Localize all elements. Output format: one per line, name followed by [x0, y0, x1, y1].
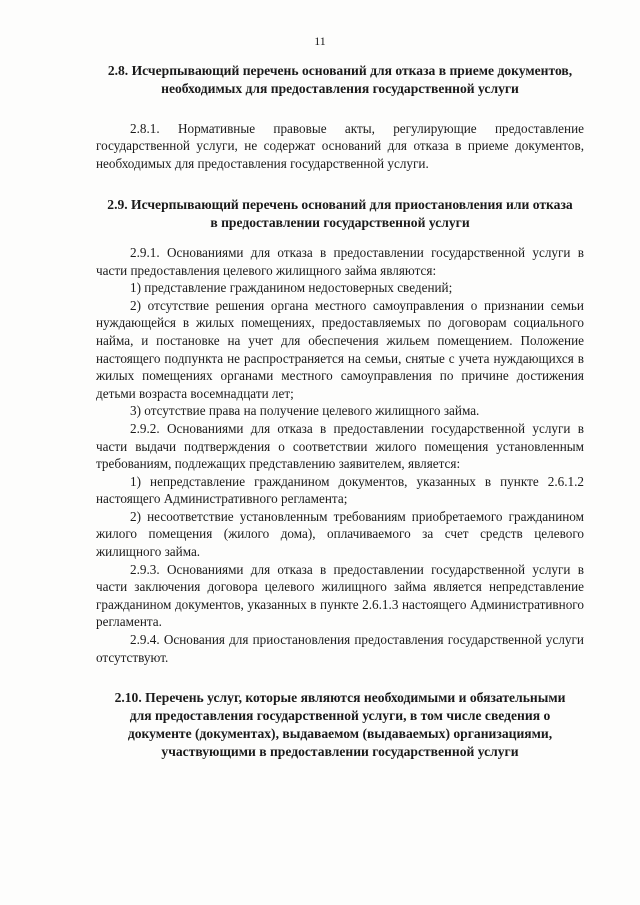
paragraph-2-9-3: 2.9.3. Основаниями для отказа в предоставлении государственной услуги в части заключения договора целевого жилищного займа является непредставление гражданином документов, указанных в пункте 2.6.1.3 настоящего Административного регламента.: [96, 561, 584, 630]
section-heading-2-10: 2.10. Перечень услуг, которые являются необходимыми и обязательными для предоставления государственной услуги, в том числе сведения о документе (документах), выдаваемом (выдаваемых) организациями, участвующими в предоставлении государственной услуги: [114, 690, 566, 759]
list-item-2-9-1-3: 3) отсутствие права на получение целевого жилищного займа.: [130, 403, 480, 419]
section-heading-2-9: 2.9. Исчерпывающий перечень оснований для приостановления или отказа в предоставлении государственной услуги: [107, 197, 573, 231]
paragraph-2-9-1: 2.9.1. Основаниями для отказа в предоставлении государственной услуги в части предоставления целевого жилищного займа являются:: [96, 244, 584, 278]
section-heading-2-8: 2.8. Исчерпывающий перечень оснований для отказа в приеме документов, необходимых для предоставления государственной услуги: [107, 63, 573, 96]
paragraph-2-9-2: 2.9.2. Основаниями для отказа в предоставлении государственной услуги в части выдачи подтверждения о соответствии жилого помещения установленным требованиям, подлежащих представлению заявителем, является:: [96, 420, 584, 472]
list-item-2-9-1-2: 2) отсутствие решения органа местного самоуправления о признании семьи нуждающейся в жилых помещениях, предоставляемых по договорам социального найма, и постановке на учет для обеспечения жильем помещением. Положение настоящего подпункта не распространяется на семьи, снятые с учета нуждающихся в жилых помещениях органами местного самоуправления по причине достижения детьми возраста восемнадцати лет;: [96, 297, 584, 401]
paragraph-2-9-4: 2.9.4. Основания для приостановления предоставления государственной услуги отсутствуют.: [96, 632, 584, 665]
paragraph-2-8-1: 2.8.1. Нормативные правовые акты, регулирующие предоставление государственной услуги, не содержат оснований для отказа в приеме документов, необходимых для предоставления государственной услуги.: [96, 120, 584, 171]
list-item-2-9-2-1: 1) непредставление гражданином документов, указанных в пункте 2.6.1.2 настоящего Административного регламента;: [96, 473, 584, 507]
page-number: 11: [314, 34, 326, 48]
document-body: [96, 60, 584, 760]
list-item-2-9-2-2: 2) несоответствие установленным требованиям приобретаемого гражданином жилого помещения (жилого дома), оплачиваемого за счет средств целевого жилищного займа.: [96, 508, 584, 560]
list-item-2-9-1-1: 1) представление гражданином недостоверных сведений;: [130, 280, 453, 296]
